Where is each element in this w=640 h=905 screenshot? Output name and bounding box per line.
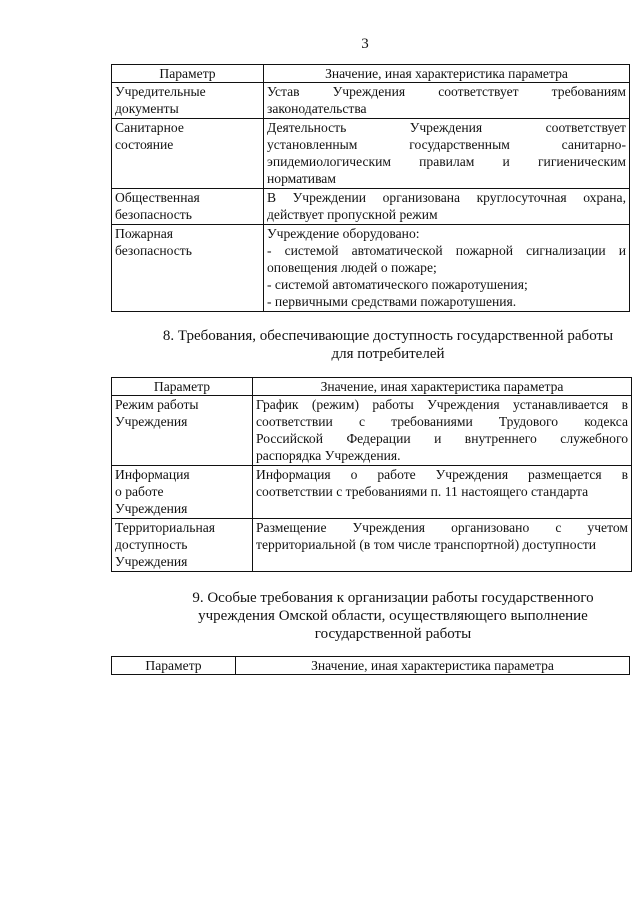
table-row [112,225,630,312]
value-cell [253,396,632,466]
value-text: График (режим) работы Учреждения устанавливается в [256,397,628,412]
param-text: Учреждения [115,554,188,569]
value-text: В Учреждении организована круглосуточная охрана, [267,190,626,205]
heading-line: государственной работы [314,626,472,642]
heading-line: учреждения Омской области, осуществляющего выполнение [198,608,588,624]
table-row [112,189,630,225]
section-9-heading [168,589,618,643]
value-text: соответствии с требованиями Трудового кодекса [256,414,628,429]
param-text: Информация [115,467,190,482]
column-header-param: Параметр [112,378,253,396]
value-text: Учреждение оборудовано: [267,226,420,241]
param-text: документы [115,101,179,116]
accessibility-requirements-table [111,377,632,572]
table-row [112,466,632,519]
param-text: Учредительные [115,84,206,99]
value-cell [264,225,630,312]
param-text: безопасность [115,243,192,258]
value-text: территориальной (в том числе транспортной) доступности [256,537,597,552]
column-header-value: Значение, иная характеристика параметра [253,378,632,396]
value-text: законодательства [267,101,367,116]
value-text: распорядка Учреждения. [256,448,401,463]
value-cell [264,83,630,119]
value-text: оповещения людей о пожаре; [267,260,437,275]
section-8-heading [146,327,630,363]
table-row [112,396,632,466]
value-text: - системой автоматического пожаротушения; [267,277,528,292]
param-text: состояние [115,137,174,152]
table-row [112,519,632,572]
heading-line: для потребителей [331,346,445,362]
param-text: Пожарная [115,226,174,241]
column-header-value: Значение, иная характеристика параметра [236,657,630,675]
value-text: нормативам [267,171,336,186]
heading-line: 9. Особые требования к организации работы государственного [192,590,594,606]
param-cell [112,225,264,312]
value-text: Информация о работе Учреждения размещается в [256,467,628,482]
param-cell [112,466,253,519]
table-header-row [112,378,632,396]
value-cell [264,119,630,189]
value-text: действует пропускной режим [267,207,438,222]
param-cell [112,396,253,466]
param-text: Санитарное [115,120,184,135]
column-header-param: Параметр [112,657,236,675]
value-cell [264,189,630,225]
table-header-row [112,657,630,675]
param-text: безопасность [115,207,192,222]
param-text: Общественная [115,190,200,205]
param-text: Учреждения [115,501,188,516]
param-cell [112,83,264,119]
param-text: Учреждения [115,414,188,429]
table-row [112,119,630,189]
page-number: 3 [361,36,369,52]
value-text: - первичными средствами пожаротушения. [267,294,517,309]
param-cell [112,519,253,572]
column-header-value: Значение, иная характеристика параметра [264,65,630,83]
param-text: о работе [115,484,164,499]
value-text: Деятельность Учреждения соответствует [267,120,626,135]
value-text: эпидемиологическим правилам и гигиеническим [267,154,626,169]
param-text: Территориальная [115,520,216,535]
value-cell [253,519,632,572]
heading-line: 8. Требования, обеспечивающие доступность государственной работы [162,328,614,344]
param-cell [112,189,264,225]
column-header-param: Параметр [112,65,264,83]
facility-requirements-table [111,64,630,312]
table-header-row [112,65,630,83]
special-requirements-table [111,656,630,675]
value-text: Устав Учреждения соответствует требованиям [267,84,626,99]
value-cell [253,466,632,519]
value-text: Российской Федерации и внутреннего служебного [256,431,628,446]
value-text: - системой автоматической пожарной сигнализации и [267,243,626,258]
param-cell [112,119,264,189]
param-text: доступность [115,537,188,552]
value-text: Размещение Учреждения организовано с учетом [256,520,628,535]
value-text: соответствии с требованиями п. 11 настоящего стандарта [256,484,589,499]
table-row [112,83,630,119]
param-text: Режим работы [115,397,199,412]
value-text: установленным государственным санитарно- [267,137,626,152]
